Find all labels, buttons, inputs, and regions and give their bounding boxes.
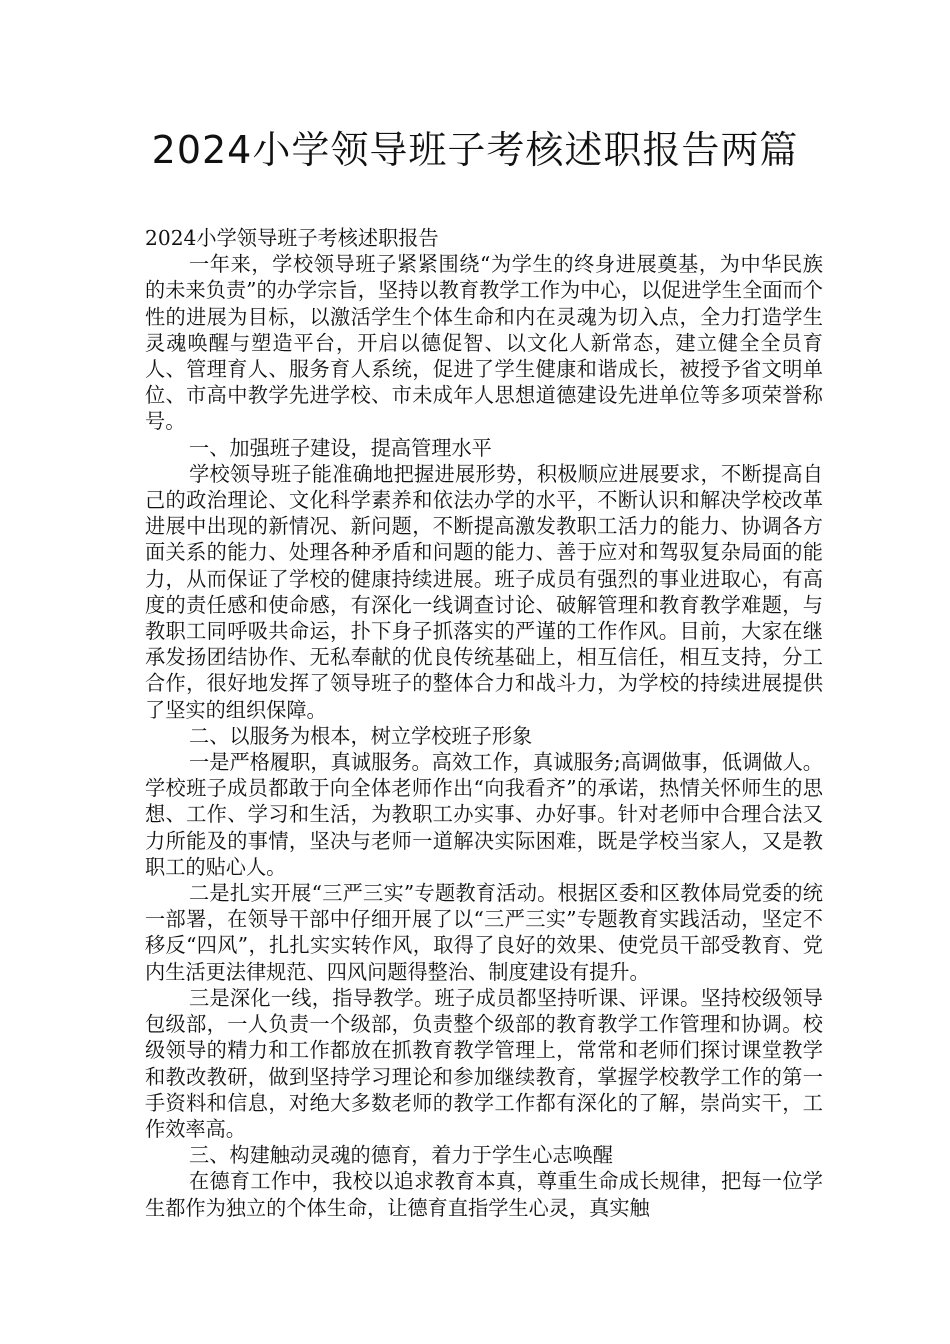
paragraph: 在德育工作中，我校以追求教育本真，尊重生命成长规律，把每一位学生都作为独立的个体生命，让德育直指学生心灵，真实触	[145, 1169, 823, 1220]
section-heading: 二、以服务为根本，树立学校班子形象	[189, 723, 533, 748]
section-heading: 一、加强班子建设，提高管理水平	[189, 435, 492, 460]
section-heading: 三、构建触动灵魂的德育，着力于学生心志唤醒	[189, 1143, 613, 1168]
paragraph: 三是深化一线，指导教学。班子成员都坚持听课、评课。坚持校级领导包级部，一人负责一个级部，负责整个级部的教育教学工作管理和协调。校级领导的精力和工作都放在抓教育教学管理上，常常和老师们探讨课堂教学和教改教研，做到坚持学习理论和参加继续教育，掌握学校教学工作的第一手资料和信息，对绝大多数老师的教学工作都有深化的了解，崇尚实干，工作效率高。	[145, 985, 823, 1141]
document-title: 2024小学领导班子考核述职报告两篇	[151, 128, 799, 172]
paragraph: 一是严格履职，真诚服务。高效工作，真诚服务;高调做事，低调做人。学校班子成员都敢于向全体老师作出“向我看齐”的承诺，热情关怀师生的思想、工作、学习和生活，为教职工办实事、办好事。针对老师中合理合法又力所能及的事情，坚决与老师一道解决实际困难，既是学校当家人，又是教职工的贴心人。	[145, 750, 823, 879]
paragraph: 学校领导班子能准确地把握进展形势，积极顺应进展要求，不断提高自己的政治理论、文化科学素养和依法办学的水平，不断认识和解决学校改革进展中出现的新情况、新问题，不断提高激发教职工活力的能力、协调各方面关系的能力、处理各种矛盾和问题的能力、善于应对和驾驭复杂局面的能力，从而保证了学校的健康持续进展。班子成员有强烈的事业进取心，有高度的责任感和使命感，有深化一线调查讨论、破解管理和教育教学难题，与教职工同呼吸共命运，扑下身子抓落实的严谨的工作作风。目前，大家在继承发扬团结协作、无私奉献的优良传统基础上，相互信任，相互支持，分工合作，很好地发挥了领导班子的整体合力和战斗力，为学校的持续进展提供了坚实的组织保障。	[145, 461, 823, 722]
paragraph: 一年来，学校领导班子紧紧围绕“为学生的终身进展奠基，为中华民族的未来负责”的办学宗旨，坚持以教育教学工作为中心，以促进学生全面而个性的进展为目标，以激活学生个体生命和内在灵魂为切入点，全力打造学生灵魂唤醒与塑造平台，开启以德促智、以文化人新常态，建立健全全员育人、管理育人、服务育人系统，促进了学生健康和谐成长，被授予省文明单位、市高中教学先进学校、市未成年人思想道德建设先进单位等多项荣誉称号。	[145, 252, 823, 434]
paragraph: 二是扎实开展“三严三实”专题教育活动。根据区委和区教体局党委的统一部署，在领导干部中仔细开展了以“三严三实”专题教育实践活动，坚定不移反“四风”，扎扎实实转作风，取得了良好的效果、使党员干部受教育、党内生活更法律规范、四风问题得整治、制度建设有提升。	[145, 881, 823, 984]
document-body	[145, 225, 823, 1221]
paragraph-subtitle: 2024小学领导班子考核述职报告	[145, 226, 439, 250]
